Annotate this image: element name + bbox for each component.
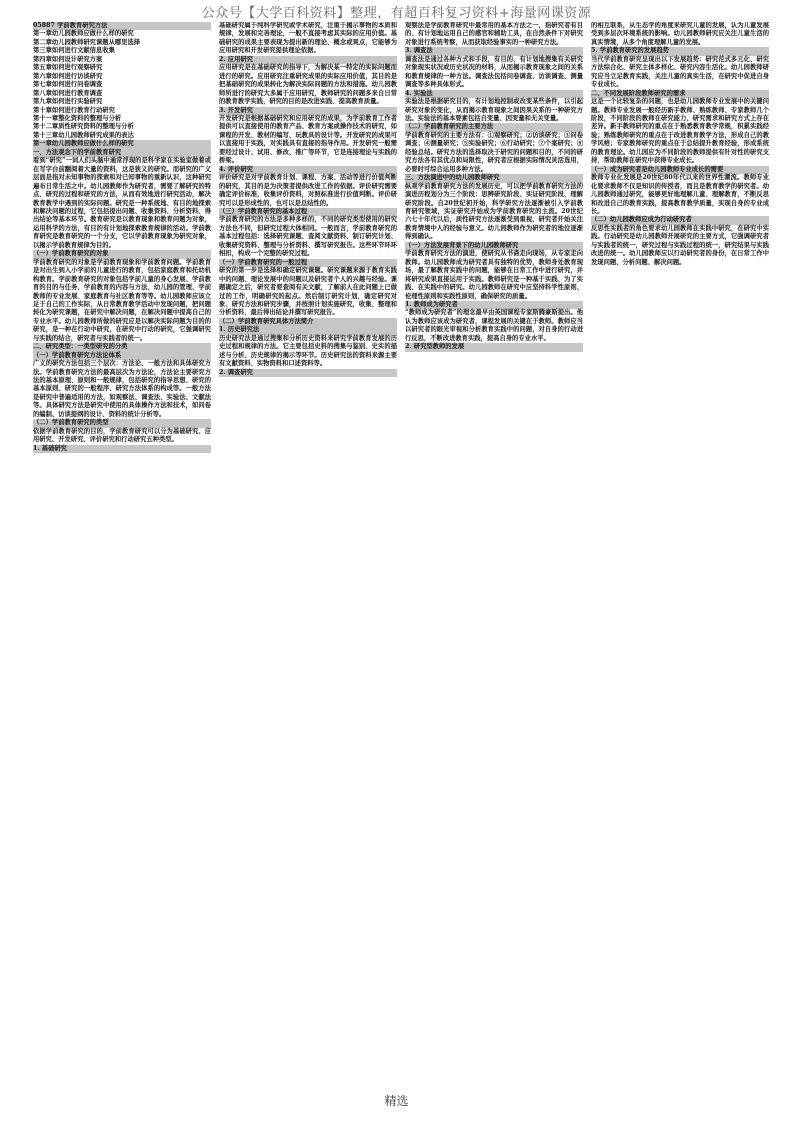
text-column-2 bbox=[219, 22, 397, 1062]
section-heading: 1. 历史研究法 bbox=[219, 326, 397, 334]
section-heading: 05887 学前教育研究方法 bbox=[33, 22, 211, 30]
section-heading: （一）成为研究者是幼儿园教师专业成长的需要 bbox=[591, 166, 769, 174]
body-paragraph: 的相互联系，从生态学的角度来研究儿童的发展，认为儿童发展受到多层次环境系统的影响。幼儿园教师研究应关注儿童生活的真实情境，从多个角度理解儿童的发展。 bbox=[591, 22, 769, 46]
body-paragraph: 反思性实践者的角色要求幼儿园教师在实践中研究，在研究中实践。行动研究是幼儿园教师开展研究的主要方式，它强调研究者与实践者的统一，研究过程与实践过程的统一，研究结果与实践改进的统一。幼儿园教师应以行动研究者的身份，在日常工作中发现问题、分析问题、解决问题。 bbox=[591, 224, 769, 266]
section-heading: 1. 教师成为研究者 bbox=[405, 301, 583, 309]
section-heading: （一）学前教育研究方法论体系 bbox=[33, 352, 211, 360]
text-column-1 bbox=[33, 22, 211, 1062]
section-heading: 1. 基础研究 bbox=[33, 445, 211, 453]
section-heading: （二）幼儿园教师应成为行动研究者 bbox=[591, 216, 769, 224]
section-heading: （一）学前教育研究的对象 bbox=[33, 250, 211, 258]
section-heading: 一、方法观念下的学前教育研究 bbox=[33, 149, 211, 157]
body-paragraph: 学前教育研究方法的演进，使研究从书斋走向现场，从专家走向教师。幼儿园教师成为研究者具有独特的优势，教师身处教育现场，最了解教育实践中的问题，能够在日常工作中进行研究，并将研究成果直接运用于实践。教师研究是一种基于实践、为了实践、在实践中的研究。幼儿园教师在研究中应坚持科学性原则、伦理性原则和实践性原则，确保研究的质量。 bbox=[405, 250, 583, 300]
toc-entry: 第二章幼儿园教师研究课题从哪里选择 bbox=[33, 38, 141, 46]
body-paragraph: 基础研究属于纯科学研究或学术研究，注重于揭示事物的本质和规律，发展和完善理论，一般不直接考虑其实际的应用价值。基础研究的成果主要表现为提出新的理论、概念或观点，它能够为应用研究和开发研究提供理论依据。 bbox=[219, 22, 397, 55]
body-paragraph: 学前教育研究的方法是多种多样的，不同的研究类型使用的研究方法也不同，但研究过程大体相同。一般而言，学前教育研究的基本过程包括：选择研究课题、查阅文献资料、制订研究计划、收集研究资料、整理与分析资料、撰写研究报告。这些环节环环相扣，构成一个完整的研究过程。 bbox=[219, 216, 397, 258]
section-heading: 5. 学前教育研究的发展趋势 bbox=[591, 47, 769, 55]
section-heading: 3. 调查法 bbox=[405, 47, 583, 55]
toc-entry: 第十三章幼儿园教师研究成果的表达 bbox=[33, 131, 134, 139]
section-heading: （二）学前教育研究的主要方法 bbox=[405, 123, 583, 131]
page-footer: 精选 bbox=[384, 1094, 409, 1108]
toc-entry: 第五章如何进行观察研究 bbox=[33, 64, 103, 72]
section-heading: （二）学前教育研究具体方法简介 bbox=[219, 318, 397, 326]
section-heading: 第一章幼儿园教师应做什么样的研究 bbox=[33, 140, 211, 148]
toc-entry: 第四章如何设计研究方案 bbox=[33, 55, 103, 63]
section-heading: （二）学前教育研究的类型 bbox=[33, 419, 211, 427]
body-paragraph: 调查法是通过各种方式和手段，有目的、有计划地搜集有关研究对象现实状况或历史状况的材料，从而揭示教育现象之间的关系和教育规律的一种方法。调查法包括问卷调查、访谈调查、测量调查等多种具体形式。 bbox=[405, 55, 583, 89]
body-paragraph: 依据学前教育研究的目的，学前教育研究可以分为基础研究、应用研究、开发研究、评价研究和行动研究五种类型。 bbox=[33, 427, 211, 444]
body-paragraph: 实验法是根据研究目的，有计划地控制或改变某些条件，以引起研究对象的变化，从而揭示教育现象之间因果关系的一种研究方法。实验法的基本要素包括自变量、因变量和无关变量。 bbox=[405, 98, 583, 122]
toc-entry: 第十章如何进行教育行动研究 bbox=[33, 106, 115, 114]
body-paragraph: 评价研究是对学前教育计划、课程、方案、活动等进行价值判断的研究，其目的是为决策者提供改进工作的依据。评价研究需要确定评价标准，收集评价资料，对照标准进行价值判断。评价研究可以是形成性的，也可以是总结性的。 bbox=[219, 174, 397, 207]
section-heading: （三）学前教育研究的基本过程 bbox=[219, 208, 397, 216]
body-paragraph: 这是一个比较复杂的问题，也是幼儿园教师专业发展中的关键问题。教师专业发展一般经历新手教师、熟练教师、专家教师几个阶段，不同阶段的教师在研究能力、研究需求和研究方式上存在差异。新手教师研究的重点在于熟悉教育教学常规，积累实践经验；熟练教师研究的重点在于改进教育教学方法，形成自己的教学风格；专家教师研究的重点在于总结提升教育经验，形成系统的教育理论。幼儿园应为不同阶段的教师提供有针对性的研究支持，帮助教师在研究中获得专业成长。 bbox=[591, 98, 769, 165]
body-paragraph: 当代学前教育研究呈现出以下发展趋势：研究范式多元化、研究方法综合化、研究主体多样化、研究内容生活化。幼儿园教师研究应当立足教育实践，关注儿童的真实生活，在研究中促进自身专业成长。 bbox=[591, 55, 769, 89]
body-paragraph: 教师专业化发展是20世纪80年代以来的世界性潮流。教师专业化要求教师不仅是知识的传授者，而且是教育教学的研究者。幼儿园教师通过研究，能够更好地理解儿童、理解教育，不断反思和改进自己的教育实践，提高教育教学质量，实现自身的专业成长。 bbox=[591, 174, 769, 215]
toc-entry: 第三章如何进行文献信息收集 bbox=[33, 47, 115, 55]
body-paragraph: 纵观学前教育研究方法的发展历史，可以把学前教育研究方法的演进历程划分为三个阶段：思辨研究阶段、实证研究阶段、理解研究阶段。自20世纪初开始，科学研究方法逐渐被引入学前教育研究领域，实证研究开始成为学前教育研究的主流。20世纪六七十年代以后，质性研究方法逐渐受到重视，研究者开始关注教育情境中人的经验与意义。幼儿园教师作为研究者的地位逐渐得到确认。 bbox=[405, 182, 583, 241]
toc-entry: 第九章如何进行实验研究 bbox=[33, 98, 103, 106]
toc-entry: 第一章幼儿园教师应做什么样的研究 bbox=[33, 30, 134, 38]
body-paragraph: 开发研究是根据基础研究和应用研究的成果，为学前教育工作者提供可以直接使用的教育产品、教育方案或操作技术的研究，如课程的开发、教材的编写、玩教具的设计等。开发研究的成果可以直接用于实践，对实践具有直接的指导作用。开发研究一般需要经过设计、试用、修改、推广等环节，它是连接理论与实践的桥梁。 bbox=[219, 114, 397, 165]
toc-entry: 第六章如何进行访谈研究 bbox=[33, 72, 103, 80]
toc-entry: 第十一章整化资料的整理与分析 bbox=[33, 114, 122, 122]
section-heading: 4. 评价研究 bbox=[219, 166, 397, 174]
section-heading: 2. 研究型教师的发展 bbox=[405, 343, 583, 351]
body-paragraph: 应用研究是在基础研究的指导下，为解决某一特定的实际问题而进行的研究。应用研究注重研究成果的实际应用价值，其目的是把基础研究的成果转化为解决实际问题的方法和措施。幼儿园教师所进行的研究大多属于应用研究，教师研究的问题多来自日常的教育教学实践，研究的目的是改进实践、提高教育质量。 bbox=[219, 64, 397, 106]
body-paragraph: 看到“研究”一词人们头脑中通常浮现的是科学家在实验室做着或在写字台前翻阅着大量的资料，这是狭义的研究。而研究的广义层面是指对未知事物的探索和对已知事物的重新认识，这种研究遍布日常生活之中。幼儿园教师作为研究者，需要了解研究的特点、研究的过程和研究的方法，从而有效地进行研究活动，解决教育教学中遇到的实际问题。研究是一种系统地、有目的地探索和解决问题的过程，它包括提出问题、收集资料、分析资料、得出结论等基本环节。教育研究是以教育现象和教育问题为对象，运用科学的方法，有目的有计划地探索教育规律的活动。学前教育研究是教育研究的一个分支，它以学前教育现象为研究对象，以揭示学前教育规律为目的。 bbox=[33, 157, 211, 249]
body-paragraph: 学前教育研究的对象是学前教育现象和学前教育问题。学前教育是对出生到入小学前的儿童进行的教育，包括家庭教育和托幼机构教育。学前教育研究的对象包括学前儿童的身心发展、学前教育的目的与任务、学前教育的内容与方法、幼儿园的管理、学前教师的专业发展、家庭教育与社区教育等等。幼儿园教师应该立足于自己的工作实际，从日常教育教学活动中发现问题，把问题转化为研究课题，在研究中解决问题，在解决问题中提高自己的专业水平。幼儿园教师所做的研究应是以解决实际问题为目的的研究，是一种在行动中研究，在研究中行动的研究，它强调研究与实践的结合，研究者与实践者的统一。 bbox=[33, 258, 211, 342]
body-paragraph: 观察法是学前教育研究中最常用的基本方法之一，指研究者有目的、有计划地运用自己的感官和辅助工具，在自然条件下对研究对象进行系统考察，从而获取经验事实的一种研究方法。 bbox=[405, 22, 583, 46]
body-paragraph: “教师成为研究者”的理念最早由英国课程专家斯腾豪斯提出。他认为教师应该成为研究者，课程发展的关键在于教师。教师应当以研究者的眼光审视和分析教育实践中的问题，对自身的行动进行反思，不断改进教育实践，提高自身的专业水平。 bbox=[405, 309, 583, 342]
body-paragraph: 学前教育研究的主要方法有：①观察研究；②访谈研究；③问卷调查；④测量研究；⑤实验研究；⑥行动研究；⑦个案研究；⑧经验总结。研究方法的选择取决于研究的问题和目的，不同的研究方法各有其优点和局限性，研究者应根据实际情况灵活选用，必要时可综合运用多种方法。 bbox=[405, 131, 583, 173]
text-column-3 bbox=[405, 22, 583, 1062]
page-header: 公众号【大学百科资料】整理，有超百科复习资料+海量网课资源 bbox=[201, 6, 592, 21]
section-heading: （一）学前教育研究的一般过程 bbox=[219, 259, 397, 267]
section-heading: 2. 调查研究 bbox=[219, 369, 397, 377]
text-column-4 bbox=[591, 22, 769, 1062]
body-paragraph: 广义的研究方法包括三个层次：方法论、一般方法和具体研究方法。学前教育研究方法的最高层次为方法论，方法论主要研究方法的基本原理、原则和一般规律，包括研究的指导思想、研究的基本原则、研究的一般程序、研究方法体系的构成等。一般方法是研究中普遍适用的方法，如观察法、调查法、实验法、文献法等。具体研究方法是研究中使用的具体操作方法和技术，如问卷的编制、访谈提纲的设计、资料的统计分析等。 bbox=[33, 360, 211, 418]
section-heading: 二、不同发展阶段教师研究的需求 bbox=[591, 90, 769, 98]
section-heading: 4. 实验法 bbox=[405, 90, 583, 98]
toc-entry: 第八章如何进行教育调查 bbox=[33, 89, 103, 97]
toc-entry: 第十二章质性研究资料的整理与分析 bbox=[33, 123, 134, 131]
section-heading: 3. 开发研究 bbox=[219, 107, 397, 115]
section-heading: 二、研究类型：一类型研究的分类 bbox=[33, 343, 211, 351]
body-paragraph: 历史研究法是通过搜集和分析历史资料来研究学前教育发展的历史过程和规律的方法。它主要包括史料的搜集与鉴别、史实的描述与分析、历史规律的揭示等环节。历史研究法的资料来源主要有文献资料、实物资料和口述资料等。 bbox=[219, 334, 397, 368]
toc-entry: 第七章如何进行问卷调查 bbox=[33, 81, 103, 89]
body-paragraph: 研究的第一步是选择和确定研究课题。研究课题来源于教育实践中的问题、理论发展中的问题以及研究者个人的兴趣与经验。课题确定之后，研究者要查阅有关文献，了解前人在此问题上已做过的工作，明确研究的起点。然后制订研究计划，确定研究对象、研究方法和研究步骤，并按照计划实施研究，收集、整理和分析资料，最后得出结论并撰写研究报告。 bbox=[219, 267, 397, 317]
section-heading: 三、方法演进中的幼儿园教师研究 bbox=[405, 174, 583, 182]
section-heading: 2. 应用研究 bbox=[219, 56, 397, 64]
section-heading: （一）方法发展背景下的幼儿园教师研究 bbox=[405, 242, 583, 250]
